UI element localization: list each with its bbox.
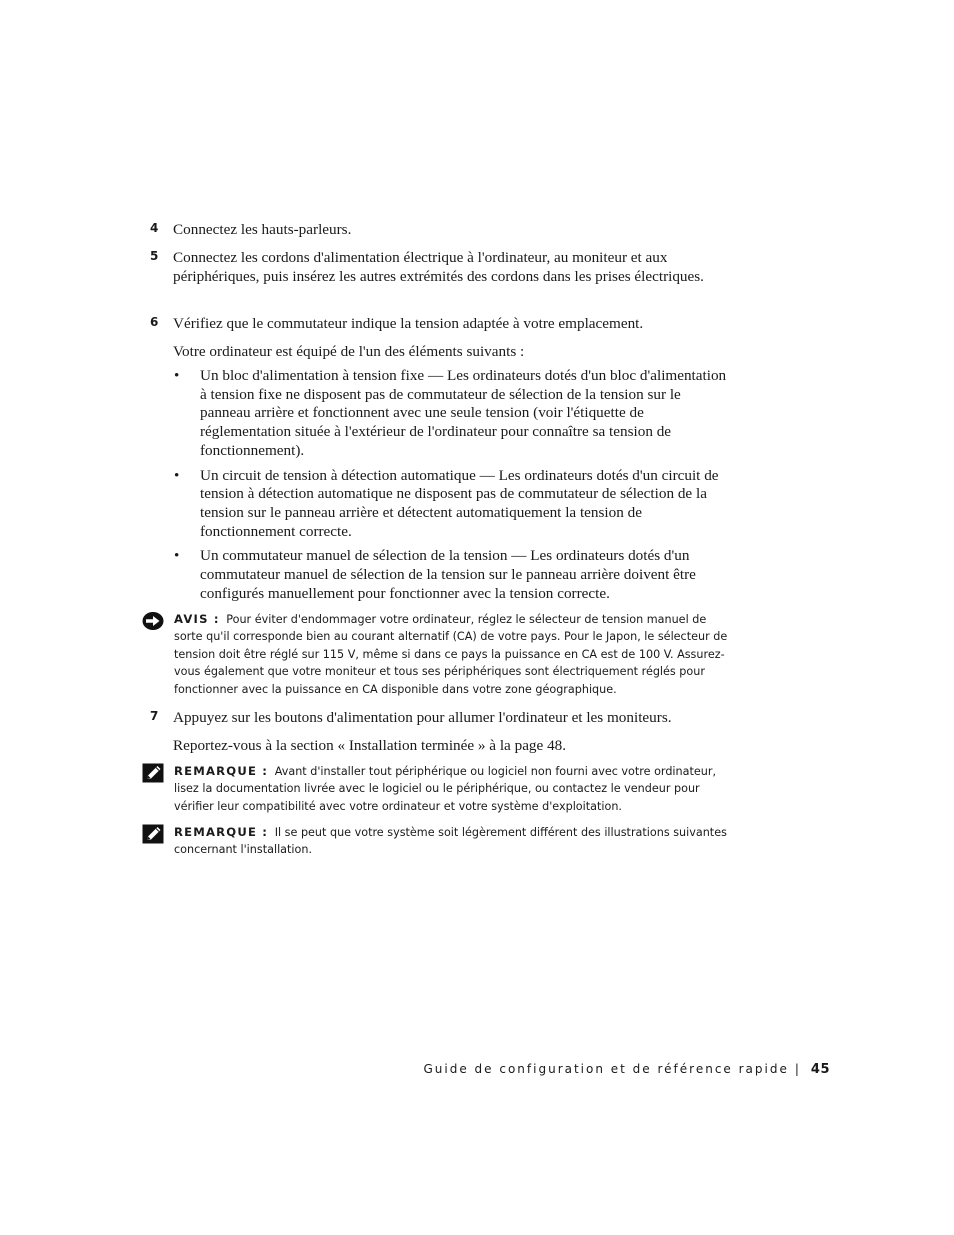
bullet-text: Un bloc d'alimentation à tension fixe — Les ordinateurs dotés d'un bloc d'alimentation à tension fixe ne disposent pas de commutateur de sélection de la tension sur le panneau arrière et fonctionnent avec une seule tension (voir l'étiquette de réglementation située à l'extérieur de l'ordinateur pour connaître sa tension de fonctionnement).	[200, 367, 727, 459]
reference-paragraph: Reportez-vous à la section « Installation terminée » à la page 48.	[173, 737, 567, 754]
step-number: 4	[150, 221, 159, 235]
intro-paragraph: Votre ordinateur est équipé de l'un des éléments suivants :	[173, 343, 525, 360]
notice-body	[174, 611, 732, 698]
step-number: 6	[150, 315, 159, 329]
notice-arrow-icon	[142, 611, 164, 631]
remark-body	[174, 763, 732, 815]
bullet-list	[173, 367, 733, 609]
bullet-text: Un commutateur manuel de sélection de la tension — Les ordinateurs dotés d'un commutateur manuel de sélection de la tension sur le panneau arrière doivent être configurés manuellement pour fonctionner avec la tension correcte.	[200, 547, 696, 602]
step-text: Vérifiez que le commutateur indique la tension adaptée à votre emplacement.	[173, 315, 644, 332]
step-text: Appuyez sur les boutons d'alimentation pour allumer l'ordinateur et les moniteurs.	[173, 709, 672, 726]
bullet-item-manual-switch	[173, 547, 733, 603]
notice-box	[142, 611, 732, 698]
remark-text: Avant d'installer tout périphérique ou logiciel non fourni avec votre ordinateur, lisez la documentation livrée avec le logiciel ou le périphérique, ou contactez le vendeur pour vérifier leur compatibilité avec votre ordinateur et votre système d'exploitation.	[174, 765, 717, 813]
bullet-symbol: •	[174, 547, 180, 565]
footer-separator: |	[794, 1062, 801, 1076]
step-text: Connectez les hauts-parleurs.	[173, 221, 352, 238]
remark-box-2	[142, 824, 732, 859]
bullet-item-auto-sensing	[173, 467, 733, 542]
notice-text: Pour éviter d'endommager votre ordinateur, réglez le sélecteur de tension manuel de sorte qu'il corresponde bien au courant alternatif (CA) de votre pays. Pour le Japon, le sélecteur de tension doit être réglé sur 115 V, même si dans ce pays la puissance en CA est de 100 V. Assurez-vous également que votre moniteur et tous ses périphériques sont électriquement réglés pour fonctionner avec la puissance en CA disponible dans votre zone géographique.	[174, 613, 728, 696]
step-7	[150, 708, 740, 727]
remark-body	[174, 824, 732, 859]
bullet-text: Un circuit de tension à détection automatique — Les ordinateurs dotés d'un circuit de tension à détection automatique ne disposent pas de commutateur de sélection de la tension sur le panneau arrière et détectent automatiquement la tension de fonctionnement correcte.	[200, 466, 719, 540]
pencil-note-icon	[142, 763, 164, 783]
pencil-note-icon	[142, 824, 164, 844]
notice-label: AVIS :	[174, 612, 220, 626]
page-footer	[424, 1062, 831, 1077]
bullet-symbol: •	[174, 367, 180, 384]
remark-label: REMARQUE :	[174, 825, 269, 839]
remark-text: Il se peut que votre système soit légèrement différent des illustrations suivantes concernant l'installation.	[174, 826, 727, 857]
bullet-symbol: •	[174, 466, 180, 484]
footer-title: Guide de configuration et de référence rapide	[423, 1062, 789, 1076]
page-number: 45	[810, 1062, 830, 1077]
step-6	[150, 314, 740, 333]
step-number: 5	[150, 249, 159, 263]
bullet-item-fixed-voltage	[173, 367, 733, 461]
remark-label: REMARQUE :	[174, 764, 269, 778]
step-number: 7	[150, 709, 159, 723]
remark-box-1	[142, 763, 732, 815]
step-5	[150, 248, 740, 286]
step-text: Connectez les cordons d'alimentation électrique à l'ordinateur, au moniteur et aux périphériques, puis insérez les autres extrémités des cordons dans les prises électriques.	[173, 249, 704, 285]
step-4	[150, 220, 740, 239]
